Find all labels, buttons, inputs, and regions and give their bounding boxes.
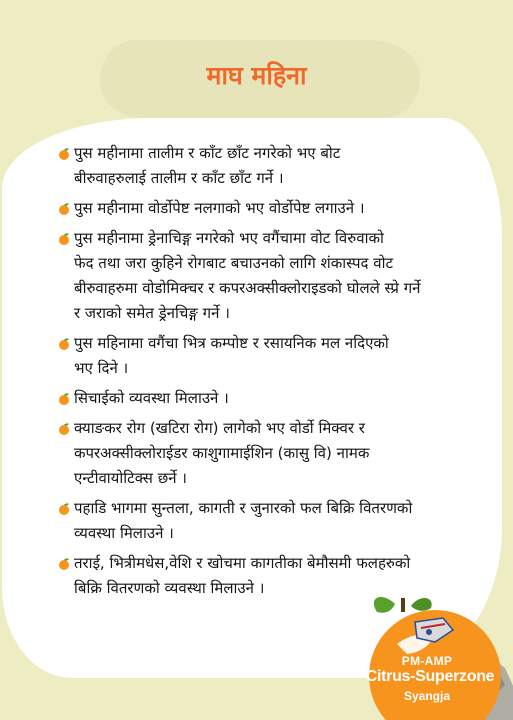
advice-list bbox=[58, 141, 498, 606]
list-item-line: फेद तथा जरा कुहिने रोगबाट बचाउनको लागि शंकास्पद वोट bbox=[74, 254, 394, 272]
list-item-line: क्याङकर रोग (खटिरा रोग) लागेको भए वोर्डो मिक्वर र bbox=[74, 419, 365, 437]
orange-bullet-icon bbox=[58, 203, 70, 215]
logo-district: Syangja bbox=[403, 689, 451, 703]
orange-bullet-icon bbox=[58, 338, 70, 350]
list-item-line: बिक्रि वितरणको व्यवस्था मिलाउने । bbox=[74, 579, 265, 597]
list-item-line: बीरुवाहरुमा वोडोमिक्चर र कपरअक्सीक्लोराइडको घोलले स्प्रे गर्ने bbox=[74, 279, 421, 297]
orange-bullet-icon bbox=[58, 233, 70, 245]
list-item-line: तराई, भित्रीमधेस,वेशि र खोचमा कागतीका बेमौसमी फलहरुको bbox=[74, 554, 411, 572]
list-item-line: पुस महीनामा वोर्डोपेष्ट नलगाको भए वोर्डोपेष्ट लगाउने । bbox=[74, 199, 365, 217]
orange-bullet-icon bbox=[58, 558, 70, 570]
list-item-line: व्यवस्था मिलाउने । bbox=[74, 524, 174, 542]
logo-zone: Citrus-Superzone bbox=[365, 668, 495, 685]
list-item bbox=[58, 141, 498, 191]
page-title: माघ महिना bbox=[206, 61, 307, 90]
list-item-line: र जराको समेत ड्रेनचिङ्ग गर्ने । bbox=[74, 304, 230, 322]
list-item bbox=[58, 196, 498, 221]
list-item bbox=[58, 416, 498, 491]
orange-bullet-icon bbox=[58, 503, 70, 515]
list-item-line: पुस महीनामा तालीम र काँट छाँट नगरेको भए बोट bbox=[74, 144, 341, 162]
leaf-icon bbox=[374, 597, 395, 613]
list-item-line: पुस महिनामा वगैंचा भित्र कम्पोष्ट र रसायनिक मल नदिएको bbox=[74, 334, 389, 352]
orange-bullet-icon bbox=[58, 393, 70, 405]
list-item-line: पुस महीनामा ड्रेनाचिङ्ग नगरेको भए वगैंचामा वोट विरुवाको bbox=[74, 229, 384, 247]
list-item-line: एन्टीवायोटिक्स छर्ने । bbox=[74, 469, 187, 487]
orange-bullet-icon bbox=[58, 423, 70, 435]
list-item-line: कपरअक्सीक्लोराईडर काशुगामाईशिन (कासु वि) नामक bbox=[74, 444, 370, 462]
orange-bullet-icon bbox=[58, 148, 70, 160]
list-item-line: भए दिने । bbox=[74, 359, 129, 377]
list-item bbox=[58, 331, 498, 381]
list-item-line: पहाडि भागमा सुन्तला, कागती र जुनारको फल बिक्रि वितरणको bbox=[74, 499, 413, 517]
list-item bbox=[58, 226, 498, 326]
list-item bbox=[58, 386, 498, 411]
list-item-line: बीरुवाहरुलाई तालीम र काँट छाँट गर्ने । bbox=[74, 169, 284, 187]
list-item-line: सिचाईको व्यवस्था मिलाउने । bbox=[74, 389, 229, 407]
logo-program: PM-AMP bbox=[401, 654, 453, 668]
list-item bbox=[58, 496, 498, 546]
